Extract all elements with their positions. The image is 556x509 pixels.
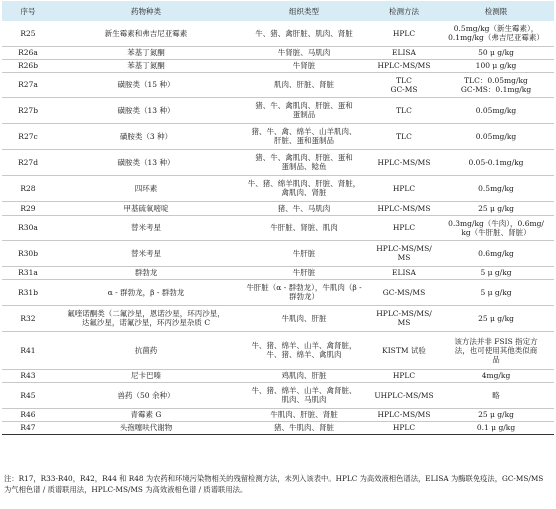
cell-tissue: 肌肉、肝脏、肾脏	[274, 80, 334, 89]
cell-method: HPLC-MS/MS	[377, 410, 431, 419]
cell-id: R25	[20, 28, 36, 38]
cell-tissue: 牛肝脏（α - 群勃龙），牛肌肉（β - 群勃龙）	[246, 283, 362, 301]
cell-drug: 氟喹诺酮类（二氟沙星，恩诺沙星，环丙沙星， 达氟沙星，诺氟沙星，环丙沙星杂质 C	[67, 309, 225, 327]
cell-tissue: 鸡肌肉、肝脏	[281, 371, 327, 380]
cell-id: R41	[20, 345, 36, 355]
cell-tissue: 牛、猪、绵羊、山羊、禽肾脏， 牛、猪、绵羊、禽肌肉	[251, 341, 357, 359]
cell-limit: 5 μ g/kg	[480, 287, 512, 297]
table-row	[2, 123, 554, 149]
cell-limit: 略	[492, 390, 500, 400]
table-header-row	[2, 1, 554, 21]
table-row	[2, 149, 554, 175]
header-method: 检测方法	[389, 6, 419, 16]
table-row	[2, 279, 554, 305]
cell-tissue: 猪、牛、禽肌肉、肝脏、蛋和 蛋制品	[255, 101, 353, 119]
cell-drug: 尼卡巴嗪	[131, 371, 161, 380]
cell-limit: 0.5mg/kg（新生霉素）， 0.1mg/kg（弗吉尼亚霉素）	[448, 24, 544, 43]
cell-method: HPLC	[392, 28, 416, 38]
cell-drug: 抗菌药	[134, 345, 158, 355]
cell-tissue: 牛肌肉、肝脏	[281, 313, 327, 323]
cell-drug: 磺胺类（15 种）	[117, 80, 175, 89]
cell-id: R45	[20, 390, 36, 400]
cell-tissue: 牛肝脏	[292, 248, 316, 258]
cell-limit: 50 μ g/kg	[478, 48, 514, 57]
cell-tissue: 牛、猪、绵羊肌肉、肝脏、肾脏， 禽肌肉、肾脏	[247, 179, 361, 197]
cell-limit: 0.05mg/kg	[475, 105, 517, 115]
cell-tissue: 猪、牛、禽、绵羊、山羊肌肉、 肝脏、蛋和蛋制品	[251, 127, 357, 145]
cell-tissue: 牛肌肉、肝脏、肾脏	[270, 410, 338, 419]
cell-limit: 该方法并非 FSIS 指定方 法，也可使用其他类似商 品	[454, 336, 538, 364]
cell-id: R27d	[18, 157, 38, 167]
cell-limit: 0.05-0.1mg/kg	[468, 157, 524, 167]
cell-drug: 磺胺类（13 种）	[117, 157, 175, 167]
table-footnote: 注：R17，R33-R40，R42，R44 和 R48 为农药和环境污染物相关的残留检测方法，未列入该表中。HPLC 为高效液相色谱法，ELISA 为酶联免疫法，GC-MS/MS 为气相色谱 / 质谱联用法，HPLC-MS/MS 为高效液相色谱 / 质谱联用法。	[4, 474, 544, 494]
cell-tissue: 猪、牛、禽肌肉、肝脏、蛋和 蛋制品、鲶鱼	[255, 153, 353, 171]
cell-id: R27b	[18, 105, 38, 115]
cell-drug: 苯基丁氮酮	[127, 61, 165, 70]
cell-method: ELISA	[392, 48, 416, 57]
cell-drug: 甲基硫氧嘧啶	[123, 203, 169, 213]
cell-id: R47	[20, 423, 36, 432]
cell-method: HPLC	[392, 423, 416, 432]
cell-method: TLC	[396, 131, 412, 141]
cell-method: HPLC-MS/MS	[377, 61, 431, 70]
cell-id: R26b	[18, 61, 38, 70]
cell-method: HPLC-MS/MS	[377, 157, 431, 167]
cell-limit: 0.5mg/kg	[478, 183, 514, 193]
table-row	[2, 266, 554, 279]
residue-detection-table	[2, 1, 554, 435]
cell-drug: 磺胺类（13 种）	[117, 105, 175, 115]
cell-method: HPLC-MS/MS	[377, 203, 431, 213]
cell-method: TLC	[396, 105, 412, 115]
cell-id: R31b	[18, 287, 38, 297]
table-row	[2, 382, 554, 408]
cell-limit: 4mg/kg	[481, 371, 511, 380]
cell-tissue: 牛肾脏、马肌肉	[277, 48, 331, 57]
cell-drug: 头孢噻呋代谢物	[119, 423, 173, 432]
cell-id: R27c	[18, 131, 38, 141]
header-limit: 检测限	[484, 6, 508, 16]
cell-limit: 0.05mg/kg	[475, 131, 517, 141]
cell-drug: 四环素	[134, 183, 158, 193]
cell-method: HPLC	[392, 183, 416, 193]
cell-id: R32	[20, 313, 36, 323]
table-row	[2, 46, 554, 59]
cell-method: UHPLC-MS/MS	[374, 390, 434, 400]
cell-id: R30b	[18, 248, 38, 258]
cell-tissue: 牛肝脏、肾脏、肌肉	[270, 223, 338, 232]
cell-limit: TLC：0.05mg/kg GC-MS：0.1mg/kg	[460, 75, 532, 94]
cell-limit: 0.3mg/kg（牛肉），0.6mg/ kg（牛肝脏、肾脏）	[448, 218, 544, 237]
cell-drug: 新生霉素和弗吉尼亚霉素	[104, 28, 188, 38]
cell-tissue: 牛肾脏	[292, 61, 316, 70]
cell-limit: 100 μ g/kg	[475, 61, 517, 70]
cell-drug: 苯基丁氮酮	[127, 48, 165, 57]
table-row	[2, 97, 554, 123]
table-row	[2, 305, 554, 331]
table-row	[2, 201, 554, 215]
table-row	[2, 215, 554, 240]
cell-id: R26a	[18, 48, 38, 57]
cell-drug: 青霉素 G	[130, 410, 162, 419]
cell-drug: 磺胺类（3 种）	[119, 131, 173, 141]
table-row	[2, 72, 554, 97]
cell-limit: 0.1 μ g/kg	[476, 423, 516, 432]
cell-method: TLC GC-MS	[390, 75, 418, 94]
cell-drug: 兽药（50 余种）	[117, 390, 175, 400]
header-id: 序号	[20, 6, 36, 16]
cell-method: HPLC-MS/MS/ MS	[376, 309, 432, 327]
cell-limit: 0.6mg/kg	[478, 248, 514, 258]
cell-id: R28	[20, 183, 36, 193]
table-row	[2, 59, 554, 72]
cell-limit: 25 μ g/kg	[478, 313, 514, 323]
header-drug: 药物种类	[131, 6, 161, 16]
cell-limit: 25 μ g/kg	[478, 203, 514, 213]
table-row	[2, 21, 554, 46]
cell-id: R29	[20, 203, 36, 213]
header-tissue: 组织类型	[289, 6, 319, 16]
cell-tissue: 猪、牛、马肌肉	[277, 203, 331, 213]
cell-drug: 替米考星	[131, 248, 161, 258]
cell-method: ELISA	[392, 268, 416, 277]
cell-method: HPLC	[392, 223, 416, 232]
cell-limit: 25 μ g/kg	[478, 410, 514, 419]
cell-id: R27a	[18, 80, 38, 89]
cell-method: GC-MS/MS	[382, 287, 426, 297]
cell-id: R46	[20, 410, 36, 419]
cell-method: HPLC	[392, 371, 416, 380]
cell-limit: 5 μ g/kg	[480, 268, 512, 277]
cell-tissue: 牛肝脏	[292, 268, 316, 277]
cell-id: R30a	[18, 223, 38, 232]
table-row	[2, 421, 554, 434]
cell-id: R31a	[18, 268, 38, 277]
table-row	[2, 331, 554, 369]
cell-drug: 群勃龙	[134, 268, 158, 277]
table-row	[2, 240, 554, 266]
cell-drug: α - 群勃龙，β - 群勃龙	[107, 287, 185, 297]
cell-id: R43	[20, 371, 36, 380]
table-row	[2, 408, 554, 421]
cell-method: KISTM 试验	[382, 345, 426, 355]
cell-tissue: 牛、猪、禽肝脏、肌肉、肾脏	[255, 28, 353, 38]
cell-tissue: 猪、牛肌肉、肾脏	[274, 423, 334, 432]
cell-tissue: 牛、猪、绵羊、山羊、禽肾脏、 肌肉、马肌肉	[251, 386, 357, 404]
cell-method: HPLC-MS/MS/ MS	[376, 244, 432, 262]
table-row	[2, 369, 554, 382]
cell-drug: 替米考星	[131, 223, 161, 232]
table-row	[2, 175, 554, 201]
